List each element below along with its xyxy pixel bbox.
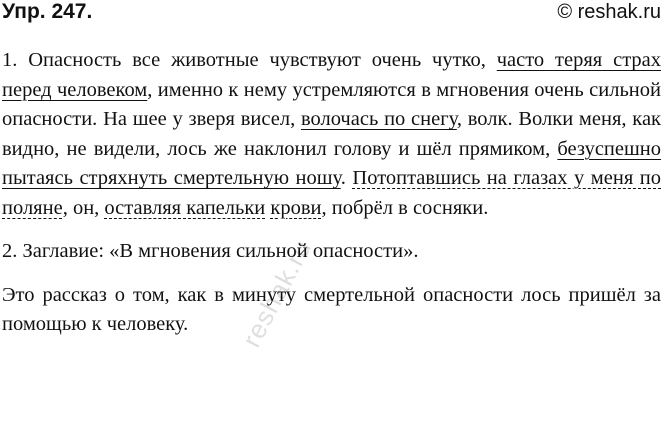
answer-paragraph-2: 2. Заглавие: «В мгновения сильной опасности». <box>2 240 419 262</box>
watermark: reshak.ru <box>236 234 318 353</box>
header <box>0 0 665 26</box>
answer-paragraph-1 <box>2 46 661 223</box>
exercise-title: Упр. 247. <box>2 0 93 23</box>
participle-phrase-underlined: часто теряя страх <box>496 49 661 71</box>
text-segment: , он, <box>62 196 105 219</box>
text-segment: Опасность все животные чувствуют очень чутко, <box>28 49 497 71</box>
participle-phrase-dashed-cont: крови <box>270 196 322 219</box>
participle-phrase-underlined: волочась по снегу <box>300 108 457 130</box>
participle-phrase-underlined-cont: перед человеком <box>2 78 148 101</box>
copyright-label: © reshak.ru <box>557 1 661 23</box>
text-segment: , именно к нему устремляются в мгновения очень сильной опасности. На шее у зверя висел, <box>2 78 661 130</box>
participle-phrase-dashed: Потоптавшись на глазах у меня по поляне <box>2 167 661 219</box>
text-segment: . <box>340 167 353 189</box>
text-segment: , волк. Волки меня, как видно, не видели, лось же наклонил голову и шёл прямиком, <box>2 108 662 160</box>
paragraph-number: 1. <box>2 49 29 71</box>
text-segment: , побрёл в сосняки. <box>321 196 489 219</box>
answer-paragraph-3: Это рассказ о том, как в минуту смертельной опасности лось пришёл за помощью к человеку. <box>2 283 661 335</box>
participle-phrase-dashed: оставляя капельки <box>104 196 266 219</box>
exercise-content <box>2 46 661 340</box>
participle-phrase-underlined: безуспешно пытаясь стряхнуть смертельную ношу <box>2 137 661 189</box>
